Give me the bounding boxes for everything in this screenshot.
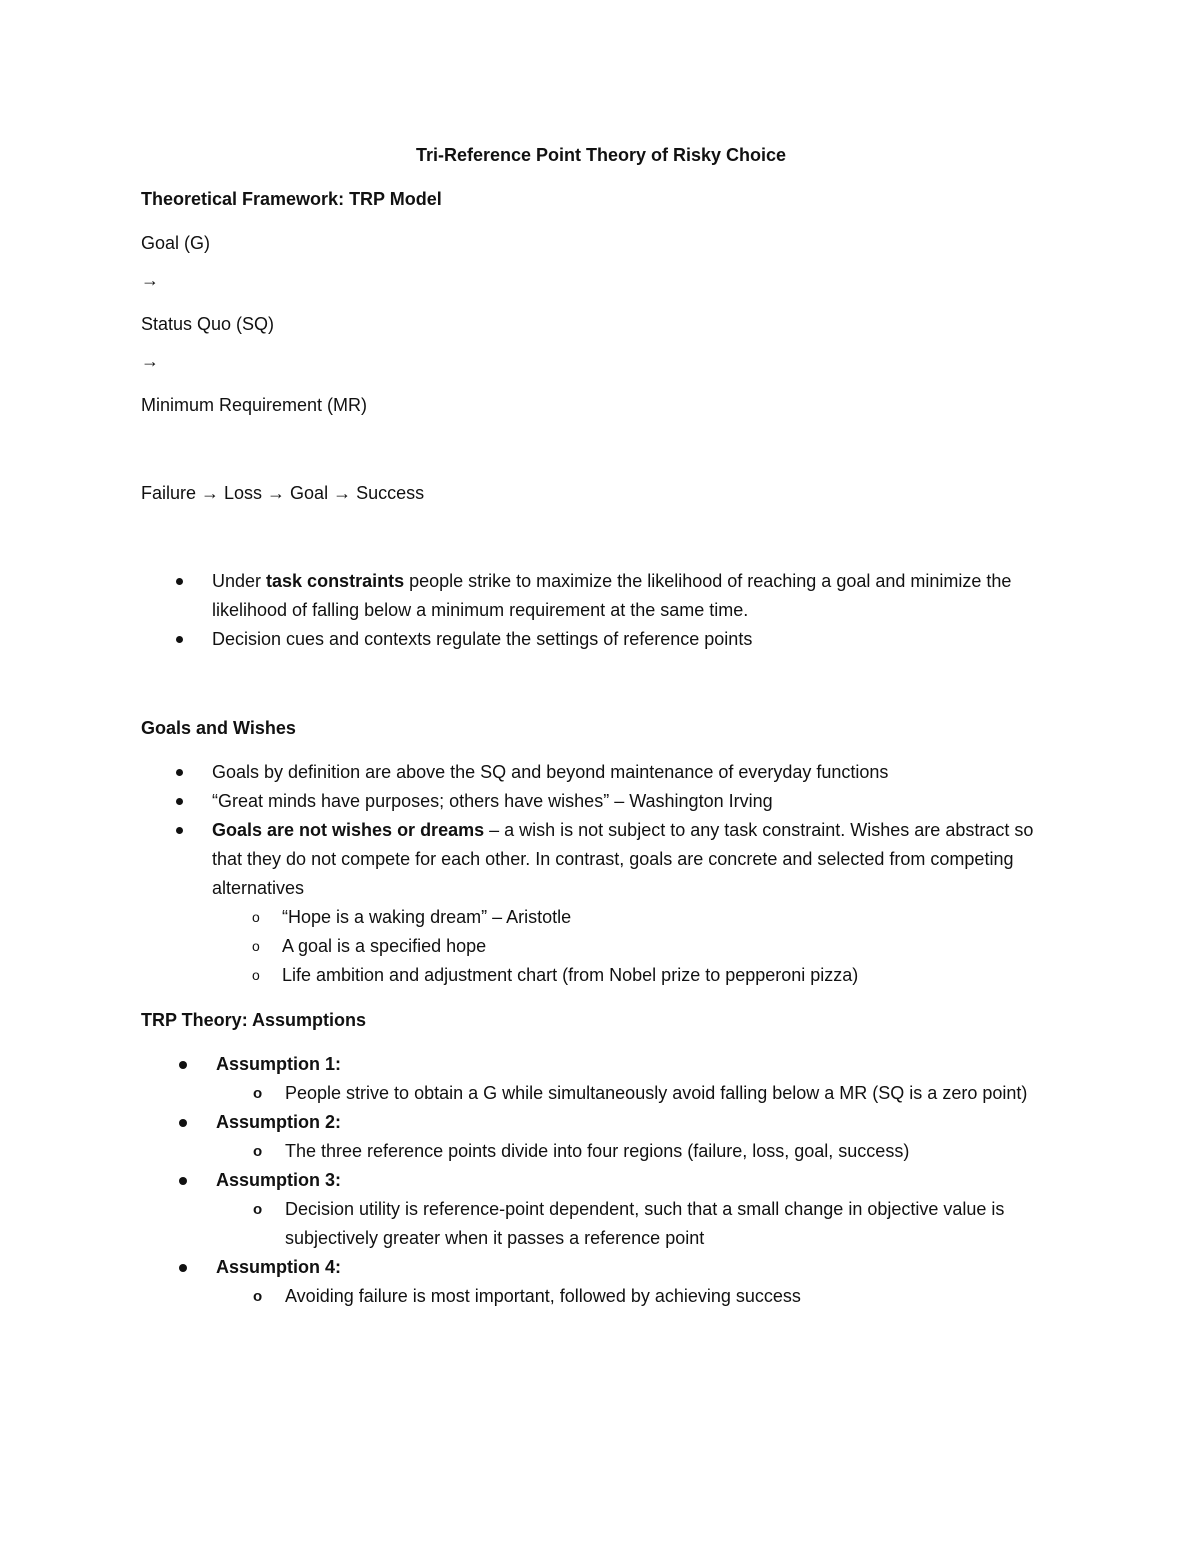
list-item	[141, 758, 1061, 787]
sub-list-item	[212, 903, 1061, 932]
sub-list-item	[211, 1195, 1061, 1253]
bullet-icon	[176, 636, 183, 643]
list-item	[141, 787, 1061, 816]
bullet-icon	[176, 798, 183, 805]
sub-list-item	[212, 932, 1061, 961]
bullet-icon	[176, 827, 183, 834]
goals-bullet-list	[141, 758, 1061, 903]
circle-bullet-icon: o	[252, 967, 260, 983]
circle-bullet-icon: o	[253, 1143, 263, 1160]
circle-bullet-icon: o	[252, 909, 260, 925]
assumption-item	[141, 1050, 1061, 1079]
sub-list-item	[211, 1079, 1061, 1108]
circle-bullet-icon: o	[253, 1201, 263, 1218]
sub-item-text: Decision utility is reference-point dependent, such that a small change in objective value is subjectively greater when it passes a reference point	[285, 1199, 1005, 1248]
circle-bullet-icon: o	[253, 1085, 263, 1102]
arrow-down-icon: →	[141, 351, 159, 371]
assumption-item	[141, 1253, 1061, 1282]
goal-item: Goal (G)	[141, 233, 211, 253]
assumption-item	[141, 1166, 1061, 1195]
bullet-text-rest: – a wish is not subject to any task constraint. Wishes are abstract so that they do not compete for each other. In contrast, goals are concrete and selected from competing alternatives	[212, 820, 1034, 898]
assumption-sub-list	[141, 1137, 1061, 1166]
sub-list-item	[211, 1137, 1061, 1166]
assumption-head: Assumption 3:	[216, 1170, 342, 1190]
assumptions-list	[141, 1050, 1061, 1079]
bullet-text-post: people strike to maximize the likelihood of reaching a goal and minimize the likelihood of falling below a minimum requirement at the same time.	[212, 571, 1012, 620]
assumptions-heading: TRP Theory: Assumptions	[141, 1010, 367, 1030]
sub-item-text: A goal is a specified hope	[282, 936, 487, 956]
sub-item-text: The three reference points divide into four regions (failure, loss, goal, success)	[285, 1141, 910, 1161]
circle-bullet-icon: o	[253, 1288, 263, 1305]
assumption-sub-list	[141, 1282, 1061, 1311]
bullet-text: “Great minds have purposes; others have wishes” – Washington Irving	[212, 791, 773, 811]
assumptions-list	[141, 1253, 1061, 1282]
document-page	[141, 141, 1061, 1311]
bullet-text: Goals by definition are above the SQ and beyond maintenance of everyday functions	[212, 762, 889, 782]
assumption-item	[141, 1108, 1061, 1137]
sub-item-text: Life ambition and adjustment chart (from Nobel prize to pepperoni pizza)	[282, 965, 859, 985]
sub-list-item	[212, 961, 1061, 990]
document-title: Tri-Reference Point Theory of Risky Choice	[415, 145, 787, 165]
list-item	[141, 816, 1061, 903]
framework-heading: Theoretical Framework: TRP Model	[141, 189, 442, 209]
bullet-icon	[179, 1119, 187, 1127]
assumption-head: Assumption 4:	[216, 1257, 342, 1277]
bullet-icon	[179, 1264, 187, 1272]
sub-list-item	[211, 1282, 1061, 1311]
assumption-sub-list	[141, 1195, 1061, 1253]
bullet-text-bold: task constraints	[266, 571, 405, 591]
list-item	[141, 625, 1061, 654]
bullet-icon	[179, 1177, 187, 1185]
assumptions-list	[141, 1166, 1061, 1195]
goals-sub-list	[141, 903, 1061, 990]
assumption-head: Assumption 2:	[216, 1112, 342, 1132]
sub-item-text: “Hope is a waking dream” – Aristotle	[282, 907, 572, 927]
bullet-text: Decision cues and contexts regulate the settings of reference points	[212, 629, 753, 649]
bullet-icon	[176, 578, 183, 585]
status-quo-item: Status Quo (SQ)	[141, 314, 275, 334]
arrow-down-icon: →	[141, 270, 159, 290]
sub-item-text: Avoiding failure is most important, followed by achieving success	[285, 1286, 801, 1306]
list-item	[141, 567, 1061, 625]
assumptions-list	[141, 1108, 1061, 1137]
circle-bullet-icon: o	[252, 938, 260, 954]
regions-line: Failure → Loss → Goal → Success	[141, 483, 425, 503]
framework-bullet-list	[141, 567, 1061, 654]
bullet-icon	[179, 1061, 187, 1069]
bullet-text-bold: Goals are not wishes or dreams	[212, 820, 485, 840]
minimum-requirement-item: Minimum Requirement (MR)	[141, 395, 368, 415]
assumption-head: Assumption 1:	[216, 1054, 342, 1074]
bullet-text-pre: Under	[212, 571, 267, 591]
bullet-icon	[176, 769, 183, 776]
assumption-sub-list	[141, 1079, 1061, 1108]
sub-item-text: People strive to obtain a G while simultaneously avoid falling below a MR (SQ is a zero point)	[285, 1083, 1028, 1103]
goals-heading: Goals and Wishes	[141, 718, 296, 738]
